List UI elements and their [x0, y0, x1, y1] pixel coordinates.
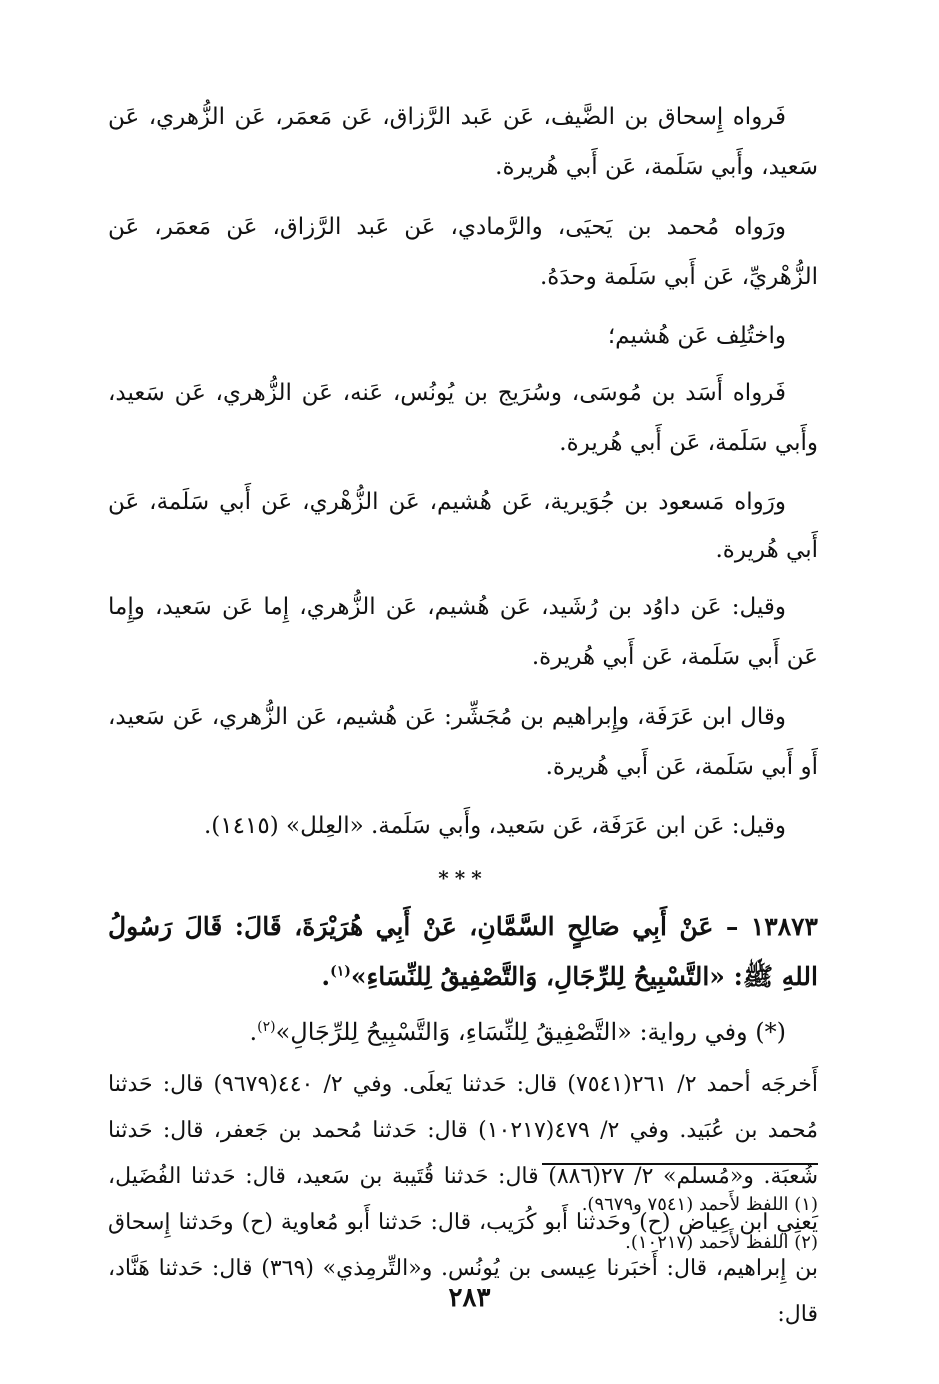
footnote-2: (٢) اللفظ لأَحمد (١٠٢١٧).: [625, 1232, 818, 1253]
page-number: ٢٨٣: [448, 1283, 491, 1313]
paragraph-6: وقيل: عَن داوُد بن رُشَيد، عَن هُشيم، عَن الزُّهري، إِما عَن سَعيد، وإِما عَن أَبي سَلَمة، عَن أَبي هُريرة.: [108, 594, 818, 670]
paragraph-7: وقال ابن عَرَفَة، وإِبراهيم بن مُجَشِّر: عَن هُشيم، عَن الزُّهري، عَن سَعيد، أَو أَبي سَلَمة، عَن أَبي هُريرة.: [108, 704, 818, 780]
paragraph-2: ورَواه مُحمد بن يَحيَى، والرَّمادي، عَن عَبد الرَّزاق، عَن مَعمَر، عَن الزُّهْريِّ، عَن أَبي سَلَمة وحدَهُ.: [108, 214, 818, 290]
variant-body: (*) وفي رواية: «التَّصْفِيقُ لِلنِّسَاءِ، وَالتَّسْبِيحُ لِلرِّجَالِ»: [275, 1018, 786, 1046]
takhrij-text: أَخرجَه أحمد ٢/ ٢٦١(٧٥٤١) قال: حَدثنا يَعلَى. وفي ٢/ ٤٤٠(٩٦٧٩) قال: حَدثنا مُحمد بن عُبَيد. وفي ٢/ ٤٧٩(١٠٢١٧) قال: حَدثنا مُحمد بن جَعفر، قال: حَدثنا شُعبَة. و«مُسلم» ٢/ ٢٧(٨٨٦) قال: حَدثنا قُتَيبة بن سَعيد، قال: حَدثنا الفُضَيل، يَعنِي ابن عِياض (ح) وحَدثنا أَبو كُرَيب، قال: حَدثنا أَبو مُعاوية (ح) وحَدثنا إِسحاق بن إِبراهيم، قال: أَخبَرنا عِيسى بن يُونُس. و«التِّرمِذي» (٣٦٩) قال: حَدثنا هَنَّاد، قال:: [108, 1072, 819, 1327]
hadith-variant: (*) وفي رواية: «التَّصْفِيقُ لِلنِّسَاءِ، وَالتَّسْبِيحُ لِلرِّجَالِ»$^{(٢)}$.: [249, 1018, 786, 1046]
paragraph-1: فَرواه إِسحاق بن الضَّيف، عَن عَبد الرَّزاق، عَن مَعمَر، عَن الزُّهري، عَن سَعيد، وأَبي سَلَمة، عَن أَبي هُريرة.: [108, 104, 818, 180]
footnote-1: (١) اللفظ لأَحمد (٧٥٤١ و٩٦٧٩).: [581, 1194, 818, 1215]
hadith-text: ١٣٨٧٣ – عَنْ أَبِي صَالِحٍ السَّمَّانِ، عَنْ أَبِي هُرَيْرَةَ، قَالَ: قَالَ رَسُولُ اللهِ ﷺ: «التَّسْبِيحُ لِلرِّجَالِ، وَالتَّصْفِيقُ لِلنِّسَاءِ»$^{(١)}$.: [108, 912, 818, 991]
section-separator: ***: [438, 866, 488, 890]
paragraph-3: واختُلِف عَن هُشيم؛: [607, 323, 786, 349]
footnotes: [118, 1186, 818, 1262]
paragraph-4: فَرواه أَسَد بن مُوسَى، وسُرَيج بن يُونُس، عَنه، عَن الزُّهري، عَن سَعيد، وأَبي سَلَمة، عَن أَبي هُريرة.: [108, 380, 818, 456]
paragraph-5: ورَواه مَسعود بن جُوَيرية، عَن هُشيم، عَن الزُّهْري، عَن أَبي سَلَمة، عَن أَبي هُريرة.: [108, 489, 818, 563]
footnote-ref-1: (١): [330, 963, 351, 980]
paragraph-8: وقيل: عَن ابن عَرَفَة، عَن سَعيد، وأَبي سَلَمة. «العِلل» (١٤١٥).: [204, 813, 786, 839]
footnote-ref-2: (٢): [257, 1019, 276, 1035]
hadith-body: – عَنْ أَبِي صَالِحٍ السَّمَّانِ، عَنْ أَبِي هُرَيْرَةَ، قَالَ: قَالَ رَسُولُ اللهِ ﷺ: «التَّسْبِيحُ لِلرِّجَالِ، وَالتَّصْفِيقُ لِلنِّسَاءِ»: [108, 912, 818, 991]
page-body: [108, 92, 818, 1338]
footnote-divider: [542, 1163, 818, 1165]
hadith-number: ١٣٨٧٣: [750, 912, 818, 941]
